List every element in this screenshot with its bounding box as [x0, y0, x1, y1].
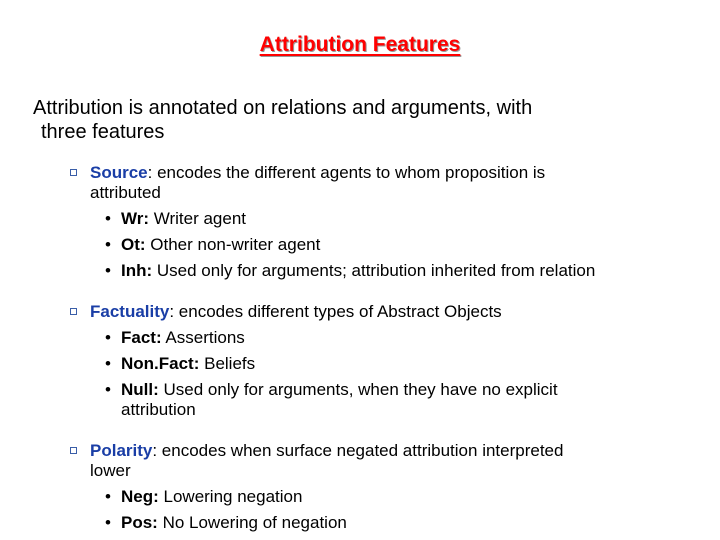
list-item [70, 377, 700, 420]
bullet-icon: • [105, 261, 111, 280]
section-source [70, 163, 700, 284]
list-item [70, 510, 700, 536]
bullet-icon: • [105, 235, 111, 254]
square-bullet-icon [70, 308, 77, 315]
bullet-icon: • [105, 354, 111, 373]
item-text: Lowering negation [158, 487, 303, 506]
bullet-icon: • [105, 487, 111, 506]
section-source-text-cont: attributed [90, 183, 161, 202]
item-text: Beliefs [199, 354, 256, 373]
item-text: Writer agent [149, 209, 247, 228]
item-label: Neg: [121, 487, 159, 506]
item-text: Used only for arguments, when they have no explicit [158, 380, 558, 399]
list-item [70, 325, 700, 351]
section-source-text: : encodes the different agents to whom proposition is [147, 163, 546, 182]
bullet-icon: • [105, 328, 111, 347]
list-item [70, 351, 700, 377]
item-label: Ot: [121, 235, 146, 254]
list-item [70, 484, 700, 510]
section-polarity-text-cont: lower [90, 461, 131, 480]
section-polarity [70, 441, 700, 536]
section-factuality-text: : encodes different types of Abstract Objects [169, 302, 502, 321]
item-label: Pos: [121, 513, 158, 532]
square-bullet-icon [70, 447, 77, 454]
item-label: Fact: [121, 328, 162, 347]
polarity-sub-list [70, 484, 700, 536]
source-sub-list [70, 206, 700, 284]
section-factuality-heading [70, 302, 700, 322]
keyword-factuality: Factuality [90, 302, 170, 321]
section-polarity-text: : encodes when surface negated attribution interpreted [152, 441, 564, 460]
section-factuality [70, 302, 700, 420]
keyword-source: Source [90, 163, 148, 182]
item-text: Assertions [161, 328, 245, 347]
section-source-heading [70, 163, 700, 203]
item-text-cont: attribution [121, 400, 196, 419]
square-bullet-icon [70, 169, 77, 176]
item-label: Wr: [121, 209, 150, 228]
bullet-icon: • [105, 209, 111, 228]
item-text: No Lowering of negation [157, 513, 347, 532]
item-text: Used only for arguments; attribution inherited from relation [152, 261, 596, 280]
bullet-icon: • [105, 513, 111, 532]
keyword-polarity: Polarity [90, 441, 153, 460]
item-text: Other non-writer agent [145, 235, 321, 254]
intro-line-1: Attribution is annotated on relations and arguments, with [33, 97, 533, 119]
list-item [70, 258, 700, 284]
item-label: Inh: [121, 261, 153, 280]
item-label: Non.Fact: [121, 354, 200, 373]
bullet-icon: • [105, 380, 111, 399]
slide-title: Attribution Features [259, 33, 461, 56]
intro-line-2: three features [41, 121, 165, 143]
factuality-sub-list [70, 325, 700, 420]
section-polarity-heading [70, 441, 700, 481]
list-item [70, 206, 700, 232]
item-label: Null: [121, 380, 159, 399]
intro-paragraph [33, 96, 693, 144]
list-item [70, 232, 700, 258]
